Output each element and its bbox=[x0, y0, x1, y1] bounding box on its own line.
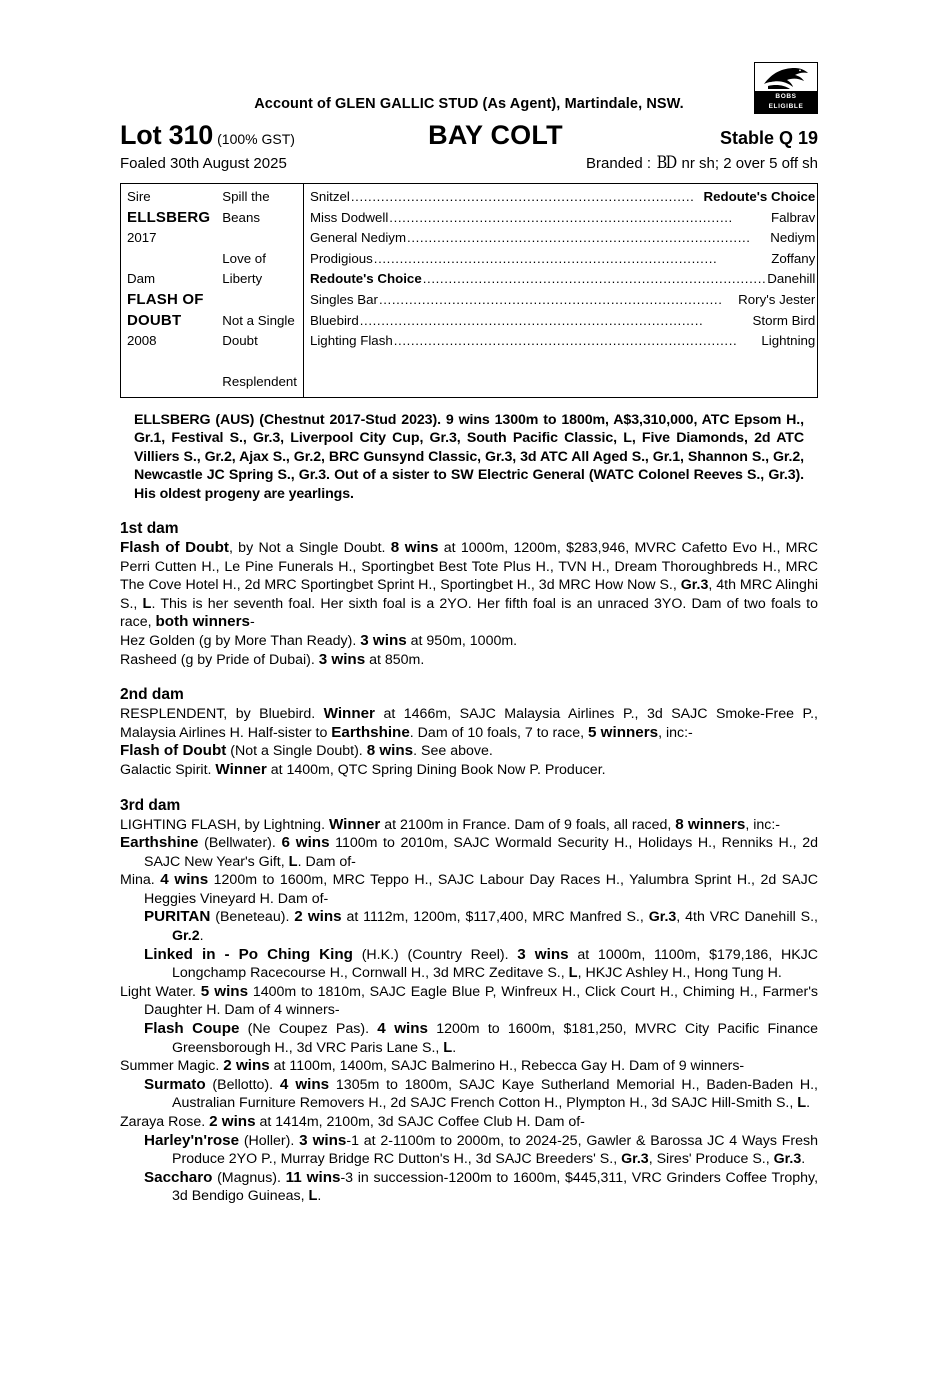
pedigree-column-2 bbox=[216, 184, 303, 397]
account-line: Account of GLEN GALLIC STUD (As Agent), Martindale, NSW. bbox=[254, 96, 684, 112]
dam-year: 2008 bbox=[127, 333, 157, 349]
sire-sire: Spill the Beans bbox=[222, 189, 270, 225]
pedigree-ancestor-line bbox=[310, 269, 815, 290]
pedigree-note-line: Earthshine (Bellwater). 6 wins 1100m to 2010m, SAJC Wormald Security H., Holidays H., Renniks H., 2d SAJC New Year's Gift, L. Dam of- bbox=[120, 834, 818, 870]
bird-icon bbox=[762, 65, 810, 91]
pedigree-note-line: Saccharo (Magnus). 11 wins-3 in succession-1200m to 1600m, $445,311, VRC Grinders Coffee Trophy, 3d Bendigo Guineas, L. bbox=[144, 1168, 819, 1205]
logo-line1: BOBS bbox=[775, 93, 797, 100]
pedigree-note-line: Flash Coupe (Ne Coupez Pas). 4 wins 1200m to 1600m, $181,250, MVRC City Pacific Finance Greensborough H., 3d VRC Paris Lane S., L. bbox=[144, 1020, 818, 1056]
leader-dots: ................................................................................ bbox=[407, 230, 751, 246]
sire-performance-paragraph: ELLSBERG (AUS) (Chestnut 2017-Stud 2023). 9 wins 1300m to 1800m, A$3,310,000, ATC Epsom H., Gr.1, Festival S., Gr.3, Liverpool City Cup, Gr.3, South Pacific Classic, L, Five Diamonds, 2d ATC Villiers S., Gr.2, Ajax S., Gr.2, BRC Gunsynd Classic, Gr.3, 3d ATC All Aged S., Gr.1, Shannon S., Gr.2, Newcastle JC Spring S., Gr.3. Out of a sister to SW Electric General (WATC Colonel Reeves S., Gr.3). His oldest progeny are yearlings. bbox=[134, 411, 804, 502]
pedigree-note-line: Surmato (Bellotto). 4 wins 1305m to 1800m, SAJC Kaye Sutherland Memorial H., Baden-Baden H., Australian Furniture Removers H., 2d SAJC French Cotton H., Plympton H., 3d SAJC Hill-Smith S., L. bbox=[144, 1075, 818, 1112]
dam-heading: 3rd dam bbox=[120, 796, 181, 814]
spacer-4 bbox=[222, 352, 297, 373]
ancestor-left: Singles Bar bbox=[309, 291, 378, 307]
pedigree-table bbox=[120, 183, 818, 398]
pedigree-column-3 bbox=[303, 184, 821, 397]
pedigree-note-line: Flash of Doubt, by Not a Single Doubt. 8 wins at 1000m, 1200m, $283,946, MVRC Cafetto Evo H., MRC Perri Cutten H., Le Pine Funerals H., Sportingbet Best Tote Plus H., TVN H., Dream Thoroughbreds H., MRC The Cove Hotel H., 2d MRC Sportingbet Sprint H., Sportingbet H., 3d MRC How Now S., Gr.3, 4th MRC Alinghi S., L. This is her seventh foal. Her sixth foal is a 2YO. Her fifth foal is an unraced 3YO. Dam of two foals to race, both winners- bbox=[120, 538, 818, 631]
pedigree-note-line: Rasheed (g by Pride of Dubai). 3 wins at 850m. bbox=[120, 650, 425, 668]
logo-graphic bbox=[755, 63, 817, 91]
pedigree-ancestor-line bbox=[310, 311, 815, 332]
leader-dots: ................................................................................ bbox=[393, 333, 738, 349]
leader-dots: ................................................................................ bbox=[373, 250, 718, 266]
ancestor-left: Bluebird bbox=[309, 312, 359, 328]
pedigree-note-line: PURITAN (Beneteau). 2 wins at 1112m, 1200m, $117,400, MRC Manfred S., Gr.3, 4th VRC Danehill S., Gr.2. bbox=[144, 908, 818, 945]
dam-heading: 1st dam bbox=[120, 519, 179, 537]
ancestor-left: Redoute's Choice bbox=[309, 271, 422, 287]
pedigree-note-line: Galactic Spirit. Winner at 1400m, QTC Spring Dining Book Now P. Producer. bbox=[120, 760, 606, 778]
leader-dots: ................................................................................ bbox=[389, 209, 733, 225]
leader-dots: ................................................................................ bbox=[359, 312, 704, 328]
pedigree-note-line: LIGHTING FLASH, by Lightning. Winner at 2100m in France. Dam of 9 foals, all raced, 8 winners, inc:- bbox=[120, 815, 780, 833]
spacer-3 bbox=[222, 290, 297, 311]
gst-note: (100% GST) bbox=[217, 131, 295, 147]
pedigree-note-line: Light Water. 5 wins 1400m to 1810m, SAJC Eagle Blue P, Winfreux H., Click Court H., Chiming H., Farmer's Daughter H. Dam of 4 winners- bbox=[120, 982, 818, 1019]
dam-body bbox=[120, 816, 818, 1206]
lot-header-row bbox=[120, 120, 818, 151]
ancestor-right: Zoffany bbox=[771, 250, 816, 266]
pedigree-note-line: Mina. 4 wins 1200m to 1600m, MRC Teppo H., SAJC Labour Day Races H., Yalumbra Sprint H., 2d SAJC Heggies Vineyard H. Dam of- bbox=[120, 871, 818, 907]
brand-glyph: BD bbox=[656, 153, 676, 173]
ancestor-right: Rory's Jester bbox=[738, 291, 816, 307]
sire-label: Sire bbox=[127, 189, 151, 204]
ancestor-right: Falbrav bbox=[770, 209, 816, 225]
ancestor-right: Nediym bbox=[770, 230, 816, 246]
pedigree-ancestor-line bbox=[310, 290, 815, 311]
dam-label: Dam bbox=[127, 271, 156, 287]
dam-name: FLASH OF DOUBT bbox=[127, 290, 204, 329]
spacer-2 bbox=[222, 228, 297, 249]
spacer-1 bbox=[127, 249, 210, 270]
logo-line2: ELIGIBLE bbox=[768, 103, 804, 110]
ancestor-left: Snitzel bbox=[309, 189, 350, 204]
pedigree-note-line: Zaraya Rose. 2 wins at 1414m, 2100m, 3d SAJC Coffee Club H. Dam of- bbox=[120, 1113, 585, 1130]
pedigree-note-line: Linked in - Po Ching King (H.K.) (Country Reel). 3 wins at 1000m, 1100m, $179,186, HKJC Longchamp Racecourse H., Cornwall H., 3d MRC Zeditave S., L, HKJC Ashley H., Hong Tung H. bbox=[144, 945, 819, 982]
pedigree-ancestor-line bbox=[310, 249, 815, 270]
foaled-date: Foaled 30th August 2025 bbox=[120, 155, 287, 172]
leader-dots: ................................................................................ bbox=[350, 189, 695, 204]
brand-label: Branded : bbox=[586, 155, 652, 172]
bobs-eligible-logo bbox=[754, 62, 818, 114]
dam-heading: 2nd dam bbox=[120, 686, 184, 704]
dam-sections bbox=[120, 520, 818, 1206]
dam-sire: Not a Single Doubt bbox=[222, 312, 295, 349]
ancestor-right: Storm Bird bbox=[752, 312, 816, 328]
ancestor-right: Danehill bbox=[767, 271, 816, 287]
pedigree-ancestor-line bbox=[310, 187, 815, 208]
lot-number-group bbox=[120, 120, 295, 151]
ancestor-right: Lightning bbox=[761, 333, 816, 349]
sire-dam: Love of Liberty bbox=[222, 250, 266, 287]
leader-dots: ................................................................................ bbox=[378, 291, 723, 307]
pedigree-note-line: Flash of Doubt (Not a Single Doubt). 8 wins. See above. bbox=[120, 742, 493, 760]
brand-rest: nr sh; 2 over 5 off sh bbox=[681, 155, 818, 172]
foaled-brand-row bbox=[120, 153, 818, 173]
dam-body bbox=[120, 705, 818, 779]
sire-name: ELLSBERG bbox=[127, 208, 211, 226]
horse-type: BAY COLT bbox=[428, 120, 563, 150]
logo-text bbox=[755, 91, 817, 114]
brand-info bbox=[586, 153, 818, 173]
pedigree-note-line: Harley'n'rose (Holler). 3 wins-1 at 2-1100m to 2000m, to 2024-25, Gawler & Barossa JC 4 Ways Fresh Produce 2YO P., Murray Bridge RC Dutton's H., 3d SAJC Breeders' S., Gr.3, Sires' Produce S., Gr.3. bbox=[144, 1131, 818, 1168]
ancestor-left: Lighting Flash bbox=[309, 333, 393, 349]
pedigree-ancestor-line bbox=[310, 228, 815, 249]
dam-dam: Resplendent bbox=[222, 374, 297, 390]
dam-body bbox=[120, 539, 818, 669]
pedigree-note-line: Hez Golden (g by More Than Ready). 3 wins at 950m, 1000m. bbox=[120, 631, 518, 649]
ancestor-right: Redoute's Choice bbox=[703, 189, 816, 204]
ancestor-left: Prodigious bbox=[309, 250, 373, 266]
pedigree-note-line: RESPLENDENT, by Bluebird. Winner at 1466m, SAJC Malaysia Airlines P., 3d SAJC Smoke-Free P., Malaysia Airlines H. Half-sister to Earthshine. Dam of 10 foals, 7 to race, 5 winners, inc:- bbox=[120, 705, 819, 741]
pedigree-ancestor-line bbox=[310, 331, 815, 352]
stable-label: Stable Q 19 bbox=[719, 128, 818, 148]
pedigree-column-1 bbox=[121, 184, 216, 397]
pedigree-note-line: Summer Magic. 2 wins at 1100m, 1400m, SAJC Balmerino H., Rebecca Gay H. Dam of 9 winners- bbox=[120, 1057, 745, 1075]
lot-number: Lot 310 bbox=[120, 120, 214, 150]
ancestor-left: Miss Dodwell bbox=[309, 209, 389, 225]
pedigree-ancestor-line bbox=[310, 208, 815, 229]
ancestor-left: General Nediym bbox=[309, 230, 407, 246]
sire-year: 2017 bbox=[127, 230, 157, 246]
leader-dots: ................................................................................ bbox=[422, 271, 767, 287]
